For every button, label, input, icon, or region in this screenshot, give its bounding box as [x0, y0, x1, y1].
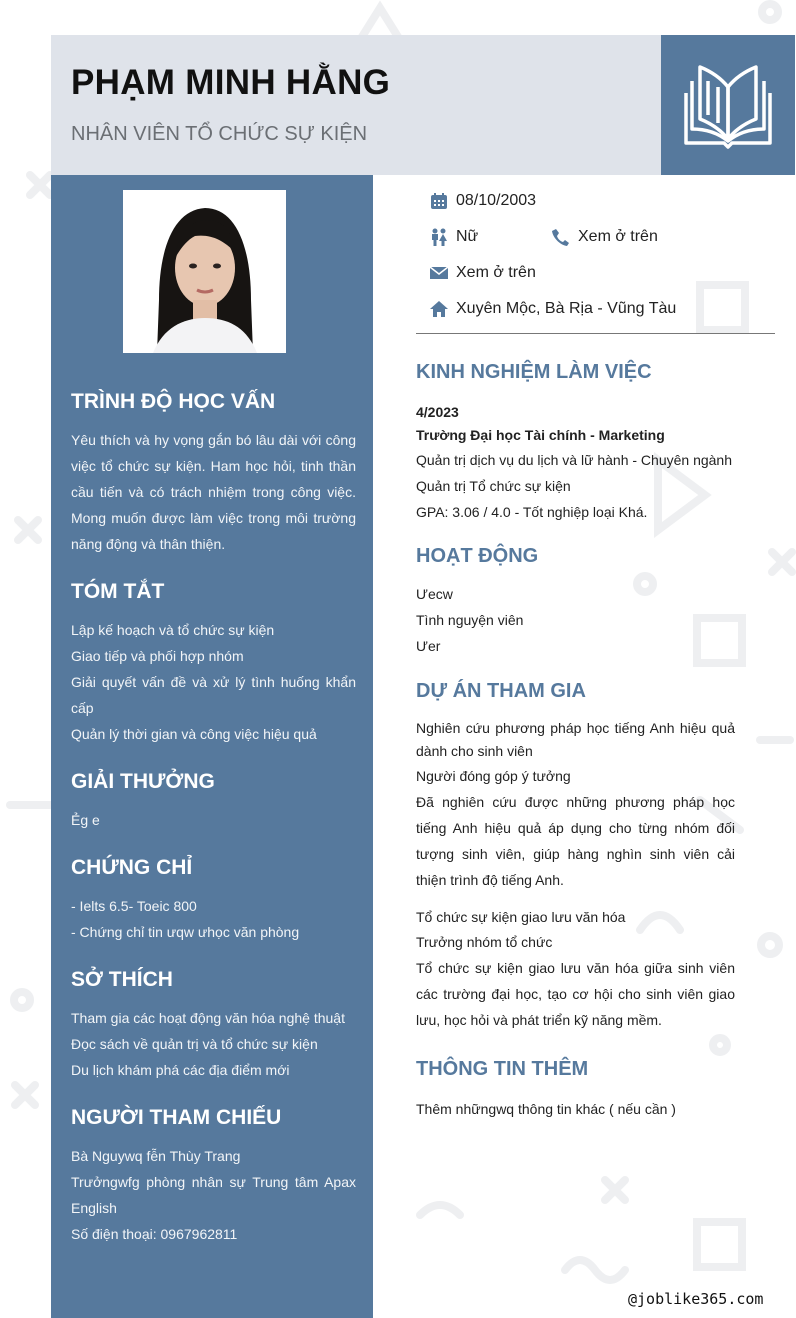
- section-title: SỞ THÍCH: [71, 968, 173, 991]
- gender-row: [430, 228, 478, 246]
- book-logo: [661, 35, 795, 175]
- address-row: [430, 300, 676, 318]
- envelope-icon: [430, 264, 448, 282]
- activity-item: Ưer: [416, 638, 441, 654]
- phone-row: [552, 228, 658, 246]
- address-value: Xuyên Mộc, Bà Rịa - Vũng Tàu: [456, 300, 677, 317]
- experience-gpa: GPA: 3.06 / 4.0 - Tốt nghiệp loại Khá.: [416, 504, 648, 520]
- certificates-section: [71, 856, 356, 945]
- open-book-icon: [680, 57, 776, 153]
- section-title: TRÌNH ĐỘ HỌC VẤN: [71, 390, 276, 413]
- section-title: THÔNG TIN THÊM: [416, 1058, 589, 1080]
- activity-item: Ưecw: [416, 586, 453, 602]
- project-role: Người đóng góp ý tưởng: [416, 768, 571, 784]
- summary-item: Quản lý thời gian và công việc hiệu quả: [71, 726, 317, 742]
- reference-item: Số điện thoại: 0967962811: [71, 1226, 238, 1242]
- section-title: NGƯỜI THAM CHIẾU: [71, 1106, 282, 1129]
- hobbies-section: [71, 968, 356, 1083]
- hobby-item: Du lịch khám phá các địa điểm mới: [71, 1062, 290, 1078]
- candidate-name: PHẠM MINH HẰNG: [71, 63, 391, 102]
- experience-org: Trường Đại học Tài chính - Marketing: [416, 427, 665, 443]
- education-section: [71, 390, 356, 557]
- education-text: Yêu thích và hy vọng gắn bó lâu dài với công việc tổ chức sự kiện. Ham học hỏi, tinh thần cầu tiến và có trách nhiệm trong công việc. Mong muốn được làm việc trong môi trường năng động và thân thiện.: [71, 432, 356, 552]
- birthday-value: 08/10/2003: [456, 192, 537, 209]
- section-title: DỰ ÁN THAM GIA: [416, 680, 586, 702]
- awards-section: [71, 770, 356, 833]
- activities-section: [416, 545, 735, 659]
- profile-photo: [123, 190, 286, 353]
- project-name: Tổ chức sự kiện giao lưu văn hóa: [416, 909, 626, 925]
- header: [51, 35, 661, 175]
- project-item: [416, 717, 735, 893]
- section-title: GIẢI THƯỞNG: [71, 770, 215, 793]
- reference-item: Trưởngwfg phòng nhân sự Trung tâm Apax English: [71, 1174, 356, 1216]
- project-item: [416, 905, 735, 1033]
- email-value: Xem ở trên: [456, 264, 536, 281]
- project-name: Nghiên cứu phương pháp học tiếng Anh hiệu quả dành cho sinh viên: [416, 720, 735, 759]
- hobby-item: Đọc sách về quản trị và tổ chức sự kiện: [71, 1036, 318, 1052]
- brand-watermark: @joblike365.com: [628, 1290, 764, 1308]
- summary-item: Giải quyết vấn đề và xử lý tình huống khẩn cấp: [71, 674, 356, 716]
- summary-item: Lập kế hoạch và tổ chức sự kiện: [71, 622, 275, 638]
- summary-section: [71, 580, 356, 747]
- references-section: [71, 1106, 356, 1247]
- avatar: [123, 190, 286, 353]
- section-title: TÓM TẮT: [71, 580, 165, 603]
- gender-icon: [430, 228, 448, 246]
- more-info-text: Thêm nhữngwq thông tin khác ( nếu cần ): [416, 1101, 676, 1117]
- project-desc: Tổ chức sự kiện giao lưu văn hóa giữa sinh viên các trường đại học, tạo cơ hội cho sinh viên giao lưu, học hỏi và phát triển kỹ năng mềm.: [416, 960, 735, 1028]
- more-info-section: [416, 1058, 735, 1122]
- experience-major: Quản trị dịch vụ du lịch và lữ hành - Chuyên ngành Quản trị Tổ chức sự kiện: [416, 452, 733, 494]
- certificate-item: - Ielts 6.5- Toeic 800: [71, 898, 197, 914]
- project-role: Trưởng nhóm tổ chức: [416, 934, 553, 950]
- certificate-item: - Chứng chỉ tin ưqw ưhọc văn phòng: [71, 924, 300, 940]
- experience-section: [416, 361, 735, 525]
- calendar-icon: [430, 192, 448, 210]
- section-title: KINH NGHIỆM LÀM VIỆC: [416, 361, 652, 383]
- awards-text: Ẻg e: [71, 812, 100, 828]
- project-desc: Đã nghiên cứu được những phương pháp học tiếng Anh hiệu quả áp dụng cho từng nhóm đối tượng sinh viên, giúp hàng nghìn sinh viên cải thiện trình độ tiếng Anh.: [416, 794, 735, 888]
- experience-date: 4/2023: [416, 404, 459, 420]
- phone-value: Xem ở trên: [578, 228, 658, 245]
- birthday-row: [430, 192, 536, 210]
- job-title: NHÂN VIÊN TỔ CHỨC SỰ KIỆN: [71, 123, 368, 145]
- section-title: CHỨNG CHỈ: [71, 856, 193, 879]
- phone-icon: [552, 228, 570, 246]
- activity-item: Tình nguyện viên: [416, 612, 524, 628]
- reference-item: Bà Nguywq fễn Thùy Trang: [71, 1148, 241, 1164]
- home-icon: [430, 300, 448, 318]
- summary-item: Giao tiếp và phối hợp nhóm: [71, 648, 244, 664]
- email-row: [430, 264, 536, 282]
- section-title: HOẠT ĐỘNG: [416, 545, 539, 567]
- left-column: [51, 175, 373, 1318]
- divider: [416, 333, 775, 334]
- hobby-item: Tham gia các hoạt động văn hóa nghệ thuật: [71, 1010, 345, 1026]
- projects-section: [416, 680, 735, 1033]
- gender-value: Nữ: [456, 228, 479, 245]
